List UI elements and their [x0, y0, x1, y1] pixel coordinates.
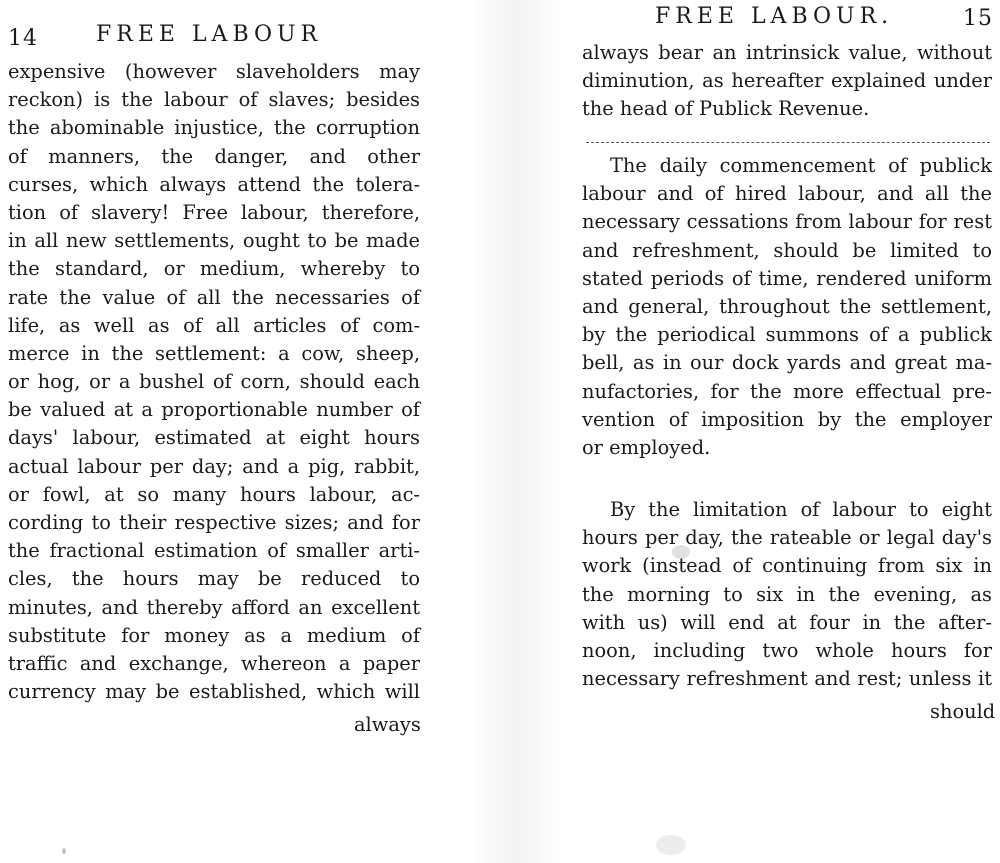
running-head: FREE LABOUR — [96, 22, 323, 47]
text-line: necessary cessations from labour for rest — [582, 210, 992, 234]
text-line: curses, which always attend the tolera- — [8, 172, 420, 196]
text-line: actual labour per day; and a pig, rabbit, — [8, 454, 420, 478]
text-line: rate the value of all the necessaries of — [8, 285, 420, 309]
page-number: 15 — [963, 6, 993, 31]
paragraph-continuation — [582, 39, 992, 124]
section-divider — [586, 142, 990, 143]
text-line: tion of slavery! Free labour, therefore, — [8, 200, 420, 224]
text-line: expensive (however slaveholders may — [8, 60, 420, 83]
text-line: by the periodical summons of a publick — [582, 323, 992, 347]
page-number: 14 — [8, 26, 38, 51]
text-line: be valued at a proportionable number of — [8, 398, 420, 422]
text-line: merce in the settlement: a cow, sheep, — [8, 341, 420, 365]
text-line: nufactories, for the more effectual pre- — [582, 379, 992, 403]
text-line: or employed. — [582, 435, 711, 459]
text-line: substitute for money as a medium of — [8, 623, 420, 647]
text-line: days' labour, estimated at eight hours — [8, 426, 420, 450]
text-line: the fractional estimation of smaller arti- — [8, 539, 420, 563]
text-line: reckon) is the labour of slaves; besides — [8, 88, 420, 112]
text-line: By the limitation of labour to eight — [610, 498, 992, 521]
running-head: FREE LABOUR. — [655, 4, 894, 29]
text-line: The daily commencement of publick — [610, 154, 992, 177]
scan-speck — [656, 835, 686, 855]
paragraph-public-labour — [582, 152, 992, 462]
text-line: bell, as in our dock yards and great ma- — [582, 351, 992, 375]
text-line: diminution, as hereafter explained under — [582, 69, 992, 93]
text-line: the morning to six in the evening, as — [582, 582, 992, 606]
text-line: noon, including two whole hours for — [582, 638, 992, 662]
text-line: the standard, or medium, whereby to — [8, 257, 420, 281]
left-body-text — [8, 58, 420, 706]
catchword: always — [354, 713, 421, 736]
text-line: with us) will end at four in the after- — [582, 610, 992, 634]
text-line: cles, the hours may be reduced to — [8, 567, 420, 591]
text-line: the head of Publick Revenue. — [582, 97, 870, 121]
text-line: in all new settlements, ought to be made — [8, 229, 420, 253]
text-line: of manners, the danger, and other — [8, 144, 420, 168]
text-line: and general, throughout the settlement, — [582, 294, 992, 318]
scan-speck — [672, 545, 690, 559]
text-line: traffic and exchange, whereon a paper — [8, 651, 420, 675]
text-line: necessary refreshment and rest; unless it — [582, 667, 992, 691]
text-line: always bear an intrinsick value, without — [582, 41, 992, 64]
text-line: and refreshment, should be limited to — [582, 238, 992, 262]
text-line: or fowl, at so many hours labour, ac- — [8, 482, 420, 506]
text-line: work (instead of continuing from six in — [582, 554, 992, 578]
text-line: stated periods of time, rendered uniform — [582, 266, 992, 290]
text-line: cording to their respective sizes; and for — [8, 511, 420, 534]
text-line: life, as well as of all articles of com- — [8, 313, 420, 337]
catchword: should — [930, 700, 996, 723]
text-line: or hog, or a bushel of corn, should each — [8, 370, 420, 394]
text-line: currency may be established, which will — [8, 680, 420, 704]
paragraph-eight-hours — [582, 496, 992, 693]
text-line: the abominable injustice, the corruption — [8, 116, 420, 140]
text-line: minutes, and thereby afford an excellent — [8, 595, 420, 619]
text-line: vention of imposition by the employer — [582, 407, 992, 431]
text-line: hours per day, the rateable or legal day's — [582, 526, 992, 550]
text-line: labour and of hired labour, and all the — [582, 182, 992, 206]
right-page — [500, 0, 1000, 863]
scan-speck — [62, 848, 66, 854]
